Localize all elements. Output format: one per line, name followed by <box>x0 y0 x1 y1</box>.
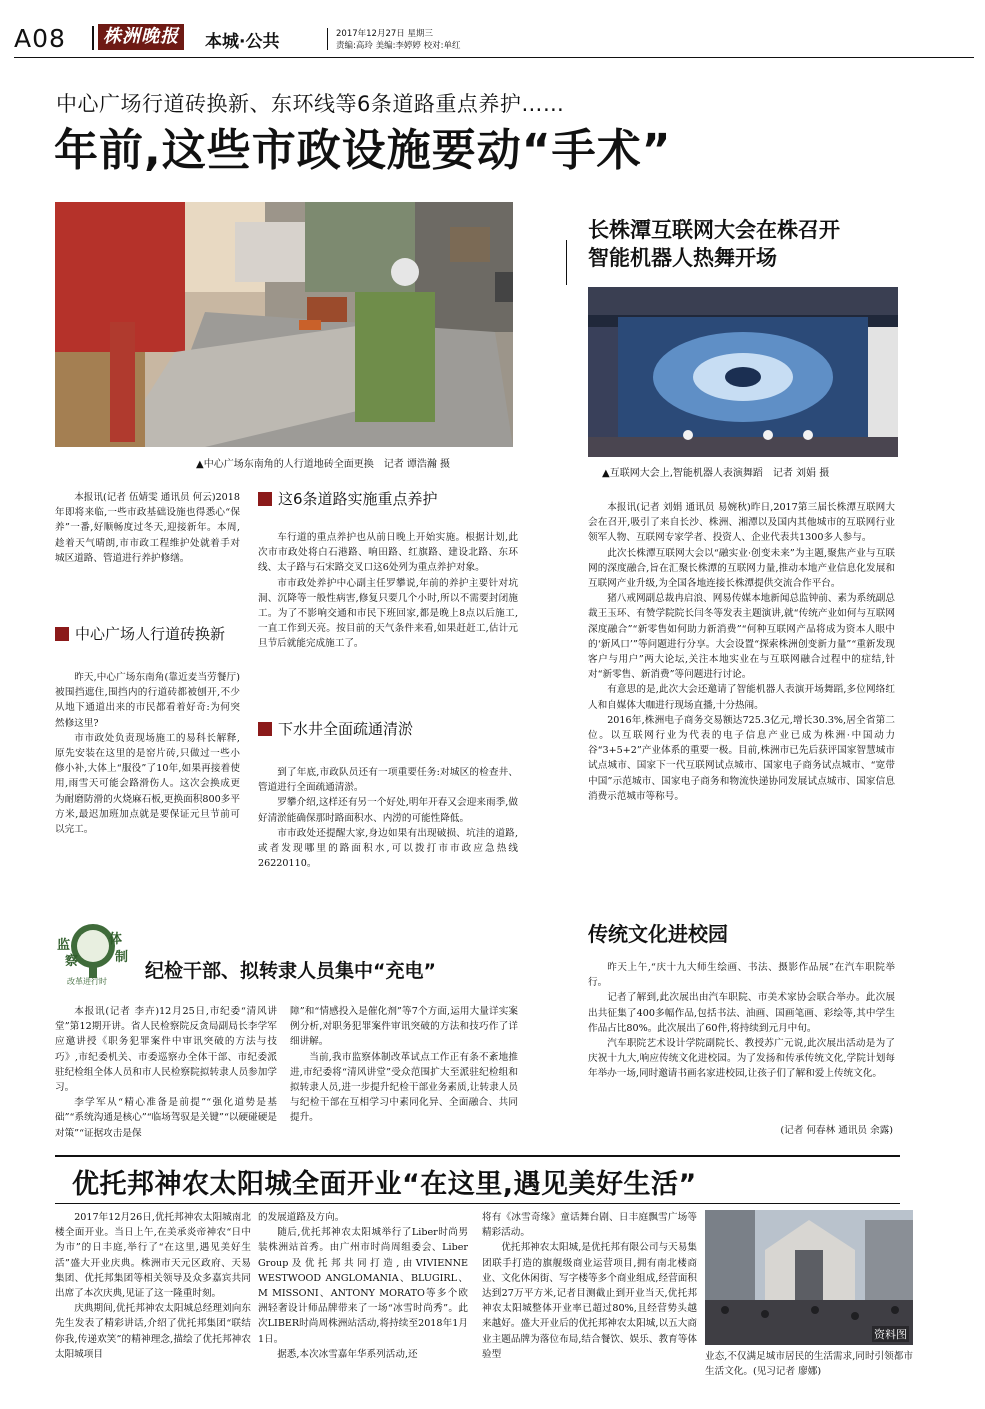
paragraph: 2017年12月26日,优托邦神农太阳城南北楼全面开业。当日上午,在美承炎帝神农“日中为市”的日丰庭,举行了“在这里,遇见美好生活”盛大开业庆典。株洲市天元区政府、天易集团、优托邦集团等相关领导及众多嘉宾共同出席了本次庆典,见证了这一隆重时刻。 <box>55 1212 251 1300</box>
conference-photo <box>588 287 898 457</box>
paragraph: 本报讯(记者 刘娟 通讯员 易婉秋)昨日,2017第三届长株潭互联网大会在召开,吸引了来自长沙、株洲、湘潭以及国内其他城市的互联网行业领军人物、互联网专家学者、投资人、企业代表共1300多人参与。 <box>588 502 895 544</box>
paragraph: 昨天,中心广场东南角(靠近麦当劳餐厅)被围挡遮住,围挡内的行道砖都被刨开,不少从地下通道出来的市民都看着好奇:为何突然修这里? <box>55 672 240 729</box>
subhead-text: 中心广场人行道砖换新 <box>75 625 226 643</box>
discipline-headline: 纪检干部、拟转隶人员集中“充电” <box>145 960 436 982</box>
paragraph: 本报讯(记者 李卉)12月25日,市纪委“清风讲堂”第12期开讲。省人民检察院反贪局副局长李学军应邀讲授《职务犯罪案件中审讯突破的方法与技巧》,市纪委机关、市委巡察办全体干部、市纪委派驻纪检组全体人员和市人民检察院拟转隶人员参加学习。 <box>55 1006 277 1094</box>
lead-column-2 <box>258 530 518 700</box>
conference-photo-caption: ▲互联网大会上,智能机器人表演舞蹈 记者 刘娟 摄 <box>602 468 830 479</box>
subhead-square-repave <box>55 623 225 644</box>
lead-column-2b <box>258 765 518 905</box>
paragraph: 罗攀介绍,这样还有另一个好处,明年开春又会迎来雨季,做好清淤能确保那时路面积水、内涝的可能性降低。 <box>258 797 518 824</box>
paragraph: 将有《冰雪奇缘》童话舞台剧、日丰庭飘雪广场等精彩活动。 <box>482 1212 697 1239</box>
discipline-column-1 <box>55 1004 277 1149</box>
lead-photo-caption: ▲中心广场东南角的人行道地砖全面更换 记者 谭浩瀚 摄 <box>196 459 451 470</box>
stage-screen-illustration <box>588 287 898 457</box>
paragraph: 庆典期间,优托邦神农太阳城总经理刘向东先生发表了精彩讲话,介绍了优托邦集团“联结你我,传递欢笑”的精神理念,描绘了优托邦神农太阳城项目 <box>55 1303 251 1360</box>
paragraph: 的发展道路及方向。 <box>258 1212 345 1223</box>
paragraph: 市市政处养护中心副主任罗攀说,年前的养护主要针对坑洞、沉降等一般性病害,修复只要几个小时,所以不需要封闭施工。为了不影响交通和市民下班回家,都是晚上8点以后施工,一直工作到天亮。按目前的天气条件来看,如果赶赶工,估计元旦节后就能完成施工了。 <box>258 577 518 650</box>
logo-char: 体 <box>109 932 123 947</box>
subhead-road-maintenance <box>258 488 438 509</box>
ad-column-3 <box>482 1210 697 1402</box>
discipline-column-2 <box>290 1004 518 1149</box>
paragraph: 业态,不仅满足城市居民的生活需求,同时引领都市生活文化。(见习记者 廖娜) <box>705 1351 913 1378</box>
lead-column-1b <box>55 670 240 900</box>
subhead-marker <box>258 722 272 736</box>
paragraph: 据悉,本次冰雪嘉年华系列活动,还 <box>277 1348 418 1360</box>
logo-char: 察 <box>65 954 79 969</box>
ad-column-4 <box>705 1349 913 1401</box>
sidebar-body <box>588 500 895 880</box>
sidebar-headline-line2: 智能机器人热舞开场 <box>588 246 777 270</box>
sidebar-rule <box>566 240 567 285</box>
paragraph: 当前,我市监察体制改革试点工作正有条不紊地推进,市纪委将“清风讲堂”受众范围扩大至派驻纪检组和拟转隶人员,进一步提升纪检干部业务素质,让转隶人员与纪检干部在互相学习中素同化异、全面融合、共同提升。 <box>290 1051 518 1124</box>
ad-headline: 优托邦神农太阳城全面开业“在这里,遇见美好生活” <box>72 1169 697 1200</box>
masthead-rule <box>14 57 974 58</box>
lead-kicker: 中心广场行道砖换新、东环线等6条道路重点养护…… <box>56 92 565 116</box>
ad-column-2 <box>258 1210 468 1402</box>
paragraph: 优托邦神农太阳城,是优托邦有限公司与天易集团联手打造的旗舰级商业运营项目,拥有南北楼商业、文化休闲街、写字楼等多个商业组成,经营面积达到27万平方米,记者目测截止到开业当天,优托邦神农太阳城整体开业率已超过80%,且经营势头越来越好。盛大开业后的优托邦神农太阳城,以五大商业主题品牌为落位布局,结合餐饮、娱乐、教育等体验型 <box>482 1242 697 1360</box>
paragraph: 车行道的重点养护也从前日晚上开始实施。根据计划,此次市市政处将白石港路、响田路、红旗路、建设北路、东环线、太子路与石宋路交叉口这6处列为重点养护对象。 <box>258 532 518 574</box>
subhead-marker <box>55 627 69 641</box>
paragraph: 此次长株潭互联网大会以“融实业·创变未来”为主题,聚焦产业与互联网的深度融合,旨在汇聚长株潭的互联网力量,推动本地产业信息化发展和互联网产业升级,为全国各地连接长株潭提供交流合作平台。 <box>588 547 895 590</box>
subhead-text: 这6条道路实施重点养护 <box>278 490 438 508</box>
paragraph: 本报讯(记者 伍婧雯 通讯员 何云)2018年即将来临,一些市政基础设施也得悉心“保养”一番,好顺畅度过冬天,迎接新年。本周,趁着天气晴朗,市市政工程维护处就着手对城区道路、管道进行养护修缮。 <box>55 492 240 564</box>
culture-headline: 传统文化进校园 <box>588 922 728 946</box>
paragraph: 猪八戒网副总裁冉启浪、网易传媒本地新闻总监钟前、素为系统副总裁王玉环、有赞学院院长闫冬等发表主题演讲,就“传统产业如何与互联网深度融合”“新零售如何助力新消费”“何种互联网产品将成为资本人眼中的‘新风口’”等问题进行分享。大会设置“探索株洲创变新力量”“重新发现客户与用户”两大论坛,关注本地实业在与互联网融合过程中的症结,针对“新零售、新消费”等问题进行讨论。 <box>588 593 895 681</box>
section-name: 本城·公共 <box>205 32 280 52</box>
reform-logo <box>55 920 131 988</box>
construction-scene-illustration <box>55 202 513 447</box>
paragraph: 2016年,株洲电子商务交易额达725.3亿元,增长30.3%,居全省第二位。以互联网行业为代表的电子信息产业已成为株洲·中国动力谷“3+5+2”产业体系的重要一极。目前,株洲市已先后获评国家智慧城市试点城市、国家下一代互联网试点城市、国家电子商务试点城市、“宽带中国”示范城市、国家电子商务和物流快递协同发展试点城市、国家信息消费示范城市等称号。 <box>588 714 895 802</box>
page-number: A08 <box>14 24 66 53</box>
paragraph: 市市政处负责现场施工的易科长解释,原先安装在这里的是窑片砖,只做过一些小修小补,大体上“服役”了10年,如果再接着使用,雨雪天可能会路滑伤人。这次会换成更为耐磨防滑的火烧麻石板,更换面积800多平方米,最迟加班加点就是要保证元旦节前可以完工。 <box>55 732 240 836</box>
logo-subtitle: 改革进行时 <box>67 977 107 986</box>
lead-headline: 年前,这些市政设施要动“手术” <box>54 125 672 176</box>
paragraph: 李学军从“精心准备是前提”“强化道势是基础”“系统沟通是核心”“临场驾驭是关键”“以硬碰硬是对策”“证据攻击是保 <box>55 1097 277 1139</box>
lead-photo <box>55 202 513 447</box>
issue-date: 2017年12月27日 星期三 <box>336 29 433 39</box>
subhead-marker <box>258 492 272 506</box>
masthead-divider <box>327 28 328 50</box>
masthead-divider <box>92 26 94 50</box>
paragraph: 汽车职院艺术设计学院副院长、教授苏广元说,此次展出活动是为了庆祝十九大,响应传统文化进校园。为了发扬和传承传统文化,学院计划每年举办一场,同时邀请书画名家进校园,让孩子们了解和爱上传统文化。 <box>588 1038 895 1080</box>
mall-opening-photo <box>705 1210 913 1345</box>
culture-credit: (记者 何春林 通讯员 余露) <box>780 1125 893 1136</box>
sidebar-headline-line1: 长株潭互联网大会在株召开 <box>588 218 840 242</box>
logo-char: 制 <box>115 950 129 965</box>
paragraph: 有意思的是,此次大会还邀请了智能机器人表演开场舞蹈,多位网络红人和自媒体大咖进行现场直播,十分热闹。 <box>588 684 895 711</box>
ad-top-rule <box>55 1155 900 1157</box>
ad-bottom-rule <box>55 1203 900 1204</box>
photo-label: 资料图 <box>874 1328 907 1341</box>
culture-body <box>588 960 895 1120</box>
paragraph: 随后,优托邦神农太阳城举行了Liber时尚男装株洲站首秀。由广州市时尚周组委会、Liber Group及优托邦共同打造,由VIVIENNE WESTWOOD ANGLOMANIA、BLUGIRL、M MISSONI、ANTONY MORATO等多个欧洲轻奢设计师品牌带来了一场“冰雪时尚秀”。此次LIBER时尚周株洲站活动,将持续至2018年1月1日。 <box>258 1227 468 1345</box>
mall-crowd-illustration <box>705 1210 913 1345</box>
editor-credits: 责编:高玲 美编:李婷婷 校对:单红 <box>336 41 461 51</box>
ad-column-1 <box>55 1210 251 1402</box>
subhead-text: 下水井全面疏通清淤 <box>278 720 414 738</box>
paragraph: 记者了解到,此次展出由汽车职院、市美术家协会联合举办。此次展出共征集了400多幅作品,包括书法、油画、国画笔画、彩绘等,其中学生作品占比80%。此次展出了60件,将持续到元月中旬。 <box>588 992 895 1034</box>
logo-char: 监 <box>57 938 71 953</box>
paper-name-logo: 株洲晚报 <box>98 24 184 50</box>
paragraph: 市市政处还提醒大家,身边如果有出现破损、坑洼的道路,或者发现哪里的路面积水,可以拨打市市政应急热线26220110。 <box>258 827 518 870</box>
paragraph: 到了年底,市政队员还有一项重要任务:对城区的检查井、管道进行全面疏通清淤。 <box>258 767 518 794</box>
paragraph: 障”和“情感投入是催化剂”等7个方面,运用大量详实案例分析,对职务犯罪案件审讯突破的方法和技巧作了详细讲解。 <box>290 1006 518 1048</box>
lead-column-1 <box>55 490 240 602</box>
paragraph: 昨天上午,“庆十九大师生绘画、书法、摄影作品展”在汽车职院举行。 <box>588 962 895 989</box>
subhead-sewer-clearing <box>258 718 413 739</box>
